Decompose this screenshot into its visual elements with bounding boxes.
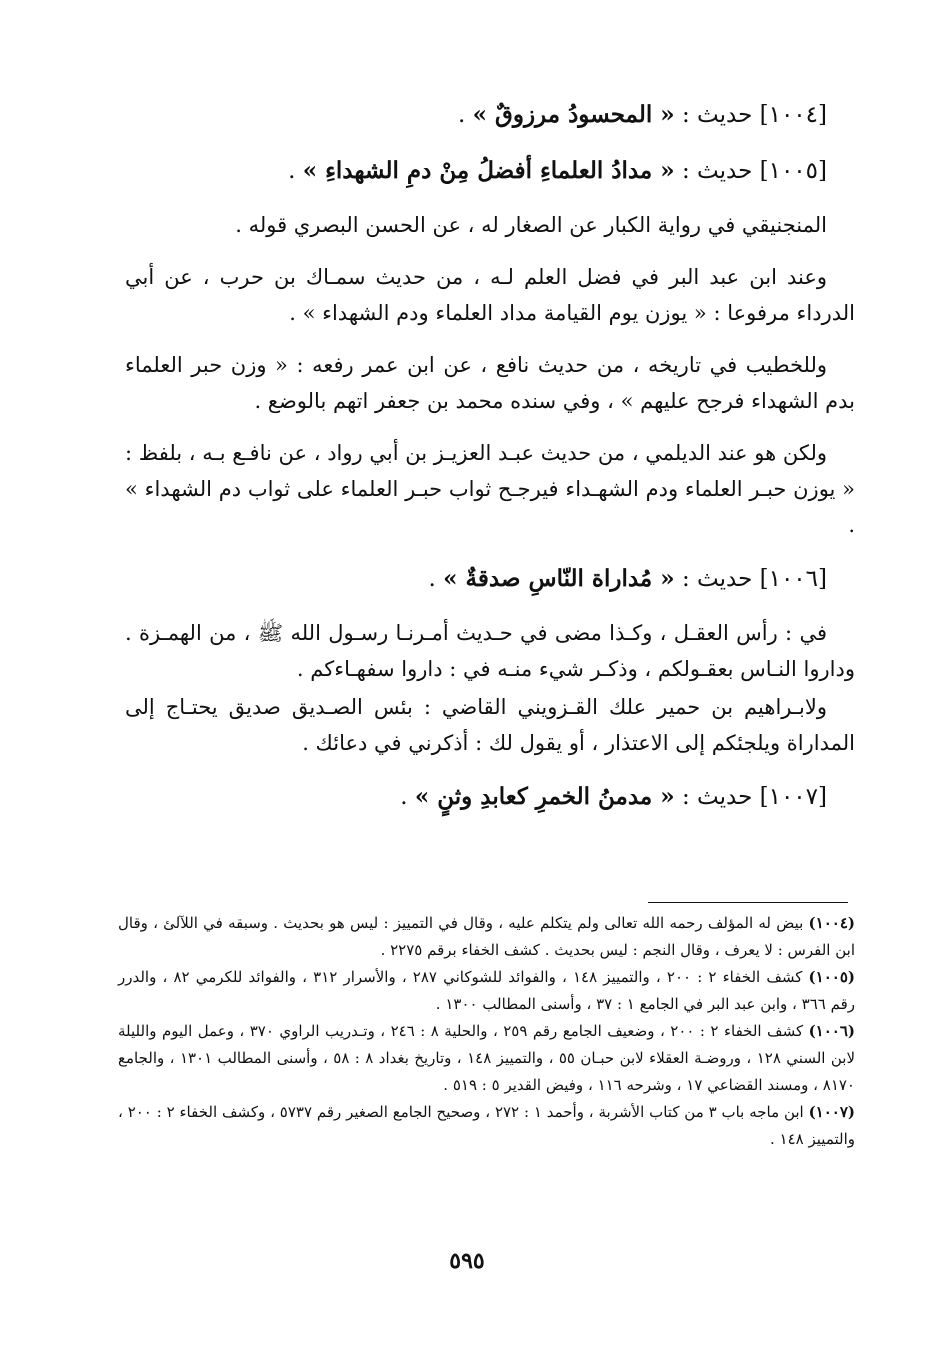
entry-label: حديث :: [681, 158, 753, 184]
paragraph: وللخطيب في تاريخه ، من حديث نافع ، عن ابن عمر رفعه : « وزن حبر العلماء بدم الشهداء فرجح عليهم » ، وفي سنده محمد بن جعفر اتهم بالوضع .: [125, 353, 855, 413]
paragraph: المنجنيقي في رواية الكبار عن الصغار له ، عن الحسن البصري قوله .: [235, 213, 827, 237]
entry-number: [١٠٠٤]: [759, 102, 827, 128]
entry-1005: [125, 151, 855, 191]
hadith-text: « المحسودُ مرزوقٌ »: [472, 101, 675, 128]
footnote-text: بيض له المؤلف رحمه الله تعالى ولم يتكلم عليه ، وقال في التمييز : ليس هو بحديث . وسبقه في اللآلئ ، وقال ابن الفرس : لا يعرف ، وقال النجم : ليس بحديث . كشف الخفاء برقم ٢٢٧٥ .: [118, 914, 855, 959]
main-text: [125, 95, 855, 833]
footnote-number: (١٠٠٧): [808, 1103, 856, 1121]
paragraph: وعند ابن عبد البر في فضل العلم لـه ، من حديث سمـاك بن حرب ، عن أبي الدرداء مرفوعا : « يوزن يوم القيامة مداد العلماء ودم الشهداء » .: [125, 265, 855, 325]
footnote-1006: [118, 1018, 855, 1099]
entry-1006: [125, 559, 855, 599]
entry-tail: .: [288, 158, 303, 184]
footnote-number: (١٠٠٥): [808, 968, 855, 986]
footnote-text: ابن ماجه باب ٣ من كتاب الأشربة ، وأحمد ١ : ٢٧٢ ، وصحيح الجامع الصغير رقم ٥٧٣٧ ، وكشف الخفاء ٢ : ٢٠٠ ، والتمييز ١٤٨ .: [118, 1103, 855, 1148]
footnote-1005: [118, 964, 855, 1018]
entry-number: [١٠٠٧]: [759, 784, 827, 810]
entry-1007: [125, 777, 855, 817]
footnote-1007: [118, 1099, 855, 1153]
entry-tail: .: [428, 566, 444, 592]
paragraph: ولكن هو عند الديلمي ، من حديث عبـد العزيـز بن أبي رواد ، عن نافـع بـه ، بلفظ : « يوزن حبـر العلماء ودم الشهـداء فيرجـح ثواب حبـر العلماء على ثواب دم الشهداء » .: [125, 441, 855, 537]
paragraph: في : رأس العقـل ، وكـذا مضى في حـديث أمـرنـا رسـول الله ﷺ ، من الهمـزة . وداروا النـاس بعقـولكم ، وذكـر شيء منـه في : داروا سفهـاءكم .: [125, 621, 855, 681]
entry-1004: [125, 95, 855, 135]
footnote-number: (١٠٠٤): [808, 914, 855, 932]
footnote-text: كشف الخفاء ٢ : ٢٠٠ ، والتمييز ١٤٨ ، والفوائد للشوكاني ٢٨٧ ، والأسرار ٣١٢ ، والفوائد للكرمي ٨٢ ، والدرر رقم ٣٦٦ ، وابن عبد البر في الجامع ١ : ٣٧ ، وأسنى المطالب ١٣٠٠ .: [118, 968, 855, 1013]
entry-tail: .: [400, 784, 415, 810]
footnote-text: كشف الخفاء ٢ : ٢٠٠ ، وضعيف الجامع رقم ٢٥٩ ، والحلية ٨ : ٢٤٦ ، وتـدريب الراوي ٣٧٠ ، وعمل اليوم والليلة لابن السني ١٢٨ ، وروضـة العقلاء لابن حبـان ٥٥ ، والتمييز ١٤٨ ، وتاريخ بغداد ٨ : ٥٨ ، وأسنى المطالب ١٣٠١ ، والجامع ٨١٧٠ ، ومسند القضاعي ١٧ ، وشرحه ١١٦ ، وفيض القدير ٥ : ٥١٩ .: [118, 1022, 855, 1094]
footnotes: [118, 910, 855, 1153]
page-number: ٥٩٥: [449, 1248, 485, 1274]
entry-number: [١٠٠٦]: [759, 566, 827, 592]
hadith-text: « مدمنُ الخمرِ كعابدِ وثنٍ »: [414, 783, 675, 810]
entry-label: حديث :: [681, 566, 753, 592]
entry-label: حديث :: [681, 102, 753, 128]
entry-number: [١٠٠٥]: [759, 158, 827, 184]
footnote-divider: [648, 902, 848, 903]
entry-label: حديث :: [681, 784, 753, 810]
paragraph: ولابـراهيم بن حمير علك القـزويني القاضي : بئس الصـديق صديق يحتـاج إلى المداراة ويلجئكم إلى الاعتذار ، أو يقول لك : أذكرني في دعائك .: [125, 695, 855, 755]
footnote-number: (١٠٠٦): [808, 1022, 856, 1040]
hadith-text: « مُداراة النّاسِ صدقةٌ »: [443, 565, 675, 592]
hadith-text: « مدادُ العلماءِ أفضلُ مِنْ دمِ الشهداءِ »: [302, 157, 675, 184]
entry-tail: .: [457, 102, 473, 128]
footnote-1004: [118, 910, 855, 964]
